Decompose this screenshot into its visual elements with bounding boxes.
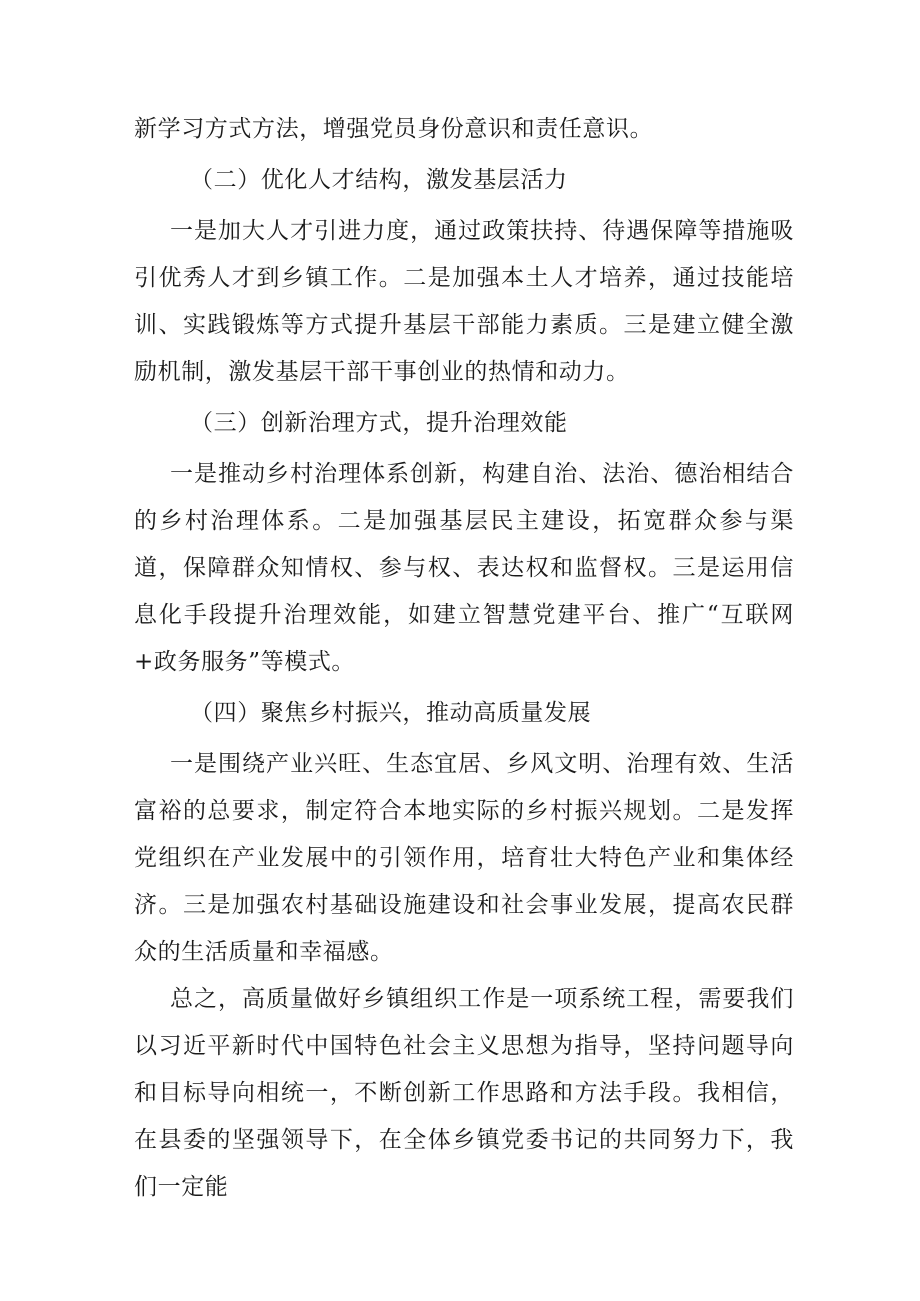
section-heading-3: （三）创新治理方式，提升治理效能: [190, 410, 568, 436]
document-body: [134, 106, 794, 1211]
section-heading-2: （二）优化人才结构，激发基层活力: [190, 167, 568, 193]
paragraph-continuation: 新学习方式方法，增强党员身份意识和责任意识。: [134, 116, 654, 142]
paragraph-governance: 一是推动乡村治理体系创新，构建自治、法治、德治相结合的乡村治理体系。二是加强基层民主建设，拓宽群众参与渠道，保障群众知情权、参与权、表达权和监督权。三是运用信息化手段提升治理效能，如建立智慧党建平台、推广“互联网+政务服务”等模式。: [134, 461, 794, 675]
section-heading-4: （四）聚焦乡村振兴，推动高质量发展: [190, 700, 592, 726]
paragraph-talent: 一是加大人才引进力度，通过政策扶持、待遇保障等措施吸引优秀人才到乡镇工作。二是加强本土人才培养，通过技能培训、实践锻炼等方式提升基层干部能力素质。三是建立健全激励机制，激发基层干部干事创业的热情和动力。: [134, 218, 794, 385]
paragraph-conclusion: 总之，高质量做好乡镇组织工作是一项系统工程，需要我们以习近平新时代中国特色社会主义思想为指导，坚持问题导向和目标导向相统一，不断创新工作思路和方法手段。我相信，在县委的坚强领导下，在全体乡镇党委书记的共同努力下，我们一定能: [134, 986, 794, 1200]
paragraph-rural-revitalization: 一是围绕产业兴旺、生态宜居、乡风文明、治理有效、生活富裕的总要求，制定符合本地实际的乡村振兴规划。二是发挥党组织在产业发展中的引领作用，培育壮大特色产业和集体经济。三是加强农村基础设施建设和社会事业发展，提高农民群众的生活质量和幸福感。: [134, 751, 794, 965]
